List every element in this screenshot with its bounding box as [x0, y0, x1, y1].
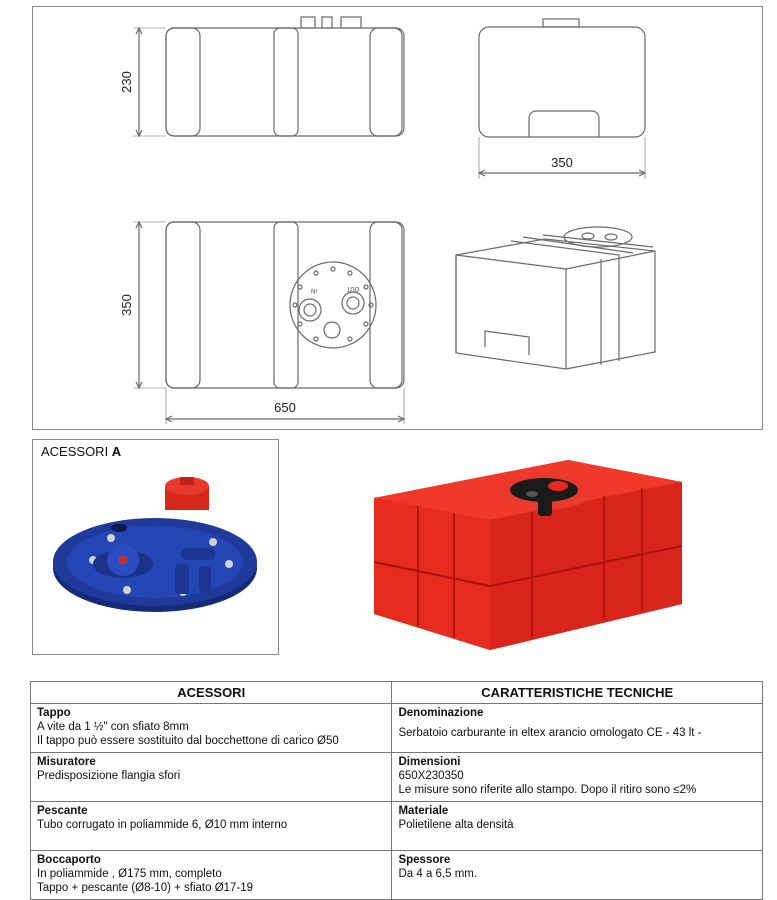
accessory-cell — [31, 704, 392, 753]
dim-height-label: 230 — [119, 71, 134, 93]
flange-out-label: OUT — [346, 285, 360, 291]
cell-text: Predisposizione flangia sfori — [37, 770, 181, 782]
side-view-drawing — [133, 17, 404, 136]
technical-cell — [392, 851, 763, 900]
accessories-panel — [32, 439, 279, 655]
cell-text: A vite da 1 ½" con sfiato 8mm — [37, 721, 189, 733]
table-header-row — [31, 682, 763, 704]
header-technical: CARATTERISTICHE TECNICHE — [392, 682, 763, 704]
cell-title: Boccaporto — [37, 854, 101, 866]
cell-title: Misuratore — [37, 756, 96, 768]
cell-text: Il tappo può essere sostituito dal bocchettone di carico Ø50 — [37, 735, 339, 747]
cell-title: Tappo — [37, 707, 71, 719]
flange-in-label: IN — [311, 287, 317, 293]
cell-text: Da 4 a 6,5 mm. — [398, 868, 478, 880]
table-row — [31, 851, 763, 900]
technical-drawing — [33, 7, 762, 429]
flange-kit-image — [33, 440, 278, 654]
cell-title: Dimensioni — [398, 756, 461, 768]
technical-drawing-frame — [32, 6, 763, 430]
isometric-view-drawing — [456, 227, 655, 369]
cell-text: Serbatoio carburante in eltex arancio omologato CE - 43 lt - — [398, 727, 702, 739]
dim-width-label: 350 — [551, 155, 573, 170]
cell-title: Pescante — [37, 805, 88, 817]
fuel-tank-image — [362, 436, 692, 666]
accessory-cell — [31, 851, 392, 900]
cell-title: Materiale — [398, 805, 449, 817]
top-view-drawing — [133, 222, 404, 424]
cell-text: Tubo corrugato in poliammide 6, Ø10 mm interno — [37, 819, 288, 831]
cell-text: Le misure sono riferite allo stampo. Dopo il ritiro sono ≤2% — [398, 784, 697, 796]
accessory-cell — [31, 802, 392, 851]
cell-text: Tappo + pescante (Ø8-10) + sfiato Ø17-19 — [37, 882, 254, 894]
accessories-title: ACESSORI A — [41, 444, 122, 459]
table-row — [31, 802, 763, 851]
technical-cell — [392, 802, 763, 851]
cell-text: In poliammide , Ø175 mm, completo — [37, 868, 222, 880]
cell-title: Denominazione — [398, 707, 484, 719]
technical-cell — [392, 704, 763, 753]
cell-text: Polietilene alta densità — [398, 819, 514, 831]
header-accessories: ACESSORI — [31, 682, 392, 704]
dim-depth-label: 350 — [119, 294, 134, 316]
accessory-cell — [31, 753, 392, 802]
technical-cell — [392, 753, 763, 802]
specifications-table — [30, 681, 763, 900]
table-row — [31, 753, 763, 802]
dim-length-label: 650 — [274, 400, 296, 415]
cell-title: Spessore — [398, 854, 451, 866]
table-row — [31, 704, 763, 753]
cell-text: 650X230350 — [398, 770, 464, 782]
